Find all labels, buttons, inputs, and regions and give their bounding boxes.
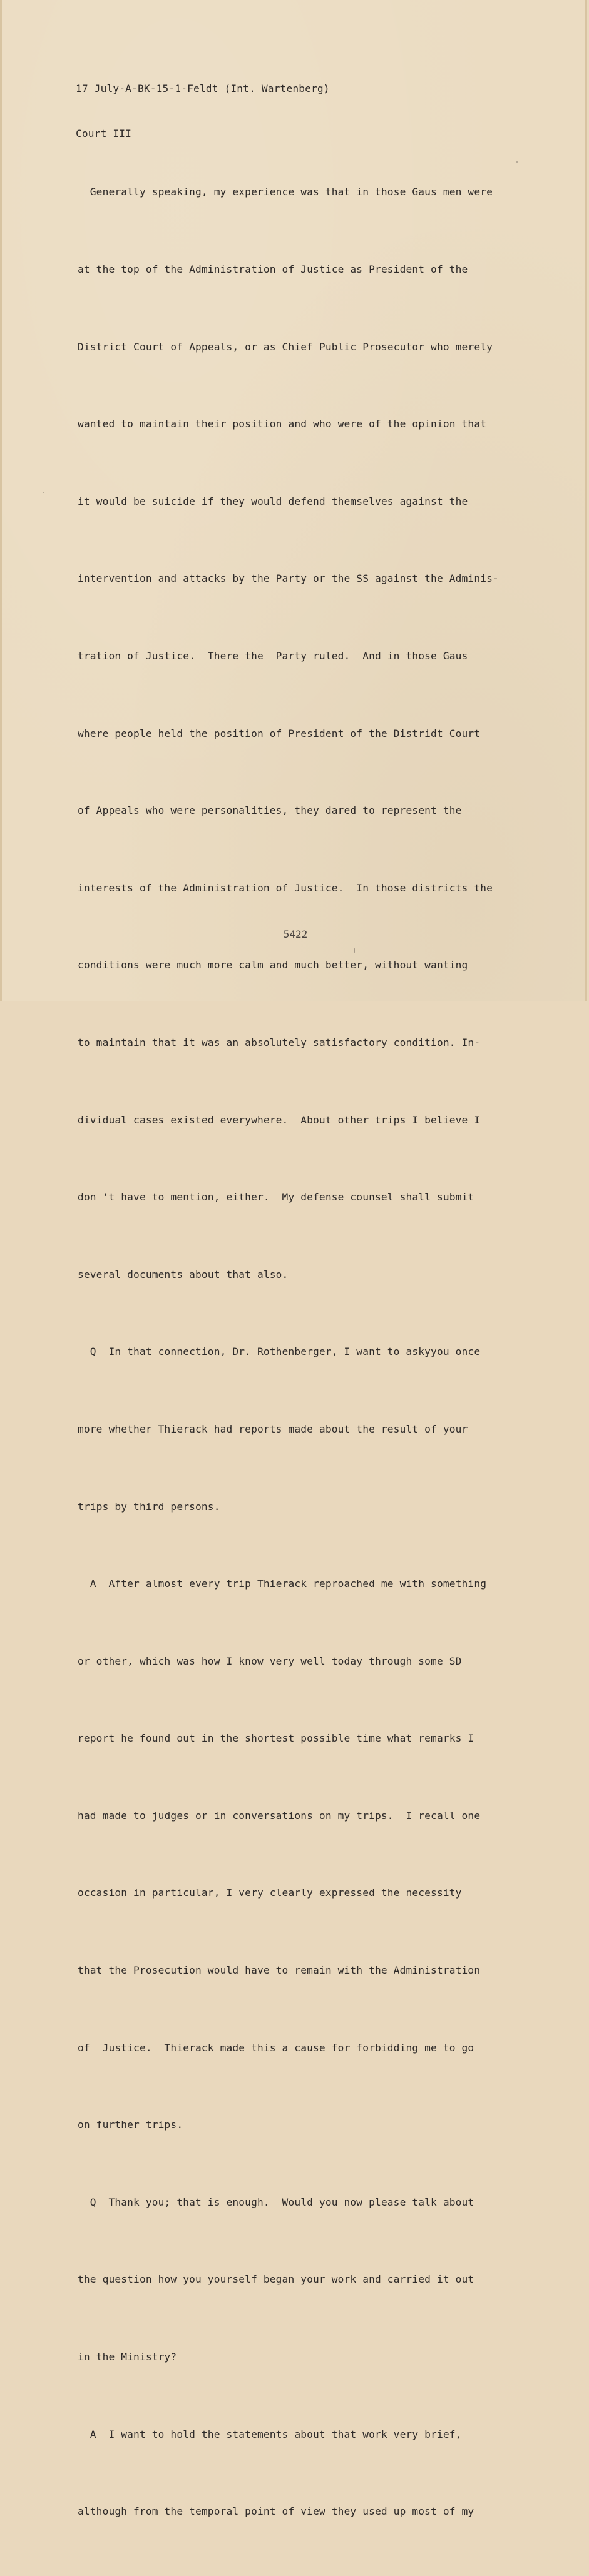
transcript-line: or other, which was how I know very well today through some SD [78, 1655, 462, 1667]
transcript-line: A After almost every trip Thierack reproached me with something [78, 1578, 487, 1590]
transcript-line: of Appeals who were personalities, they dared to represent the [78, 804, 462, 817]
transcript-line: Q Thank you; that is enough. Would you now please talk about [78, 2196, 474, 2208]
transcript-line: that the Prosecution would have to remain with the Administration [78, 1964, 481, 1977]
transcript-line: report he found out in the shortest possible time what remarks I [78, 1732, 474, 1745]
transcript-line: wanted to maintain their position and who were of the opinion that [78, 418, 487, 430]
transcript-line: Generally speaking, my experience was that in those Gaus men were [78, 186, 493, 198]
paper-speck [516, 161, 518, 163]
page-number: 5422 [283, 928, 308, 940]
paper-speck [43, 492, 44, 493]
paper-speck [354, 948, 355, 953]
court-designation: Court III [76, 128, 132, 139]
transcript-line: occasion in particular, I very clearly expressed the necessity [78, 1887, 462, 1899]
transcript-line: it would be suicide if they would defend themselves against the [78, 495, 468, 507]
transcript-line: had made to judges or in conversations on my trips. I recall one [78, 1809, 481, 1822]
transcript-line: although from the temporal point of view they used up most of my [78, 2505, 474, 2518]
transcript-line: where people held the position of President of the Distridt Court [78, 727, 481, 739]
transcript-line: more whether Thierack had reports made about the result of your [78, 1422, 468, 1435]
case-reference: 17 July-A-BK-15-1-Feldt (Int. Wartenberg) [76, 83, 330, 94]
transcript-line: of Justice. Thierack made this a cause for forbidding me to go [78, 2041, 474, 2054]
transcript-line: the question how you yourself began your work and carried it out [78, 2273, 474, 2286]
transcript-line: dividual cases existed everywhere. About other trips I believe I [78, 1113, 481, 1126]
transcript-line: A I want to hold the statements about that work very brief, [78, 2428, 462, 2440]
transcript-line: District Court of Appeals, or as Chief Public Prosecutor who merely [78, 340, 493, 353]
transcript-line: in the Ministry? [78, 2351, 177, 2363]
transcript-line: at the top of the Administration of Justice as President of the [78, 263, 468, 275]
transcript-line: on further trips. [78, 2119, 183, 2131]
transcript-line: to maintain that it was an absolutely satisfactory condition. In- [78, 1036, 481, 1048]
transcript-line: conditions were much more calm and much better, without wanting [78, 959, 468, 971]
transcript-line: trips by third persons. [78, 1500, 220, 1513]
transcript-line: tration of Justice. There the Party ruled. And in those Gaus [78, 649, 468, 662]
transcript-line: Q In that connection, Dr. Rothenberger, I want to askyyou once [78, 1346, 481, 1358]
transcript-body [78, 128, 499, 2576]
transcript-line: interests of the Administration of Justice. In those districts the [78, 881, 493, 894]
transcript-line: don 't have to mention, either. My defense counsel shall submit [78, 1191, 474, 1204]
transcript-line: intervention and attacks by the Party or the SS against the Adminis- [78, 572, 499, 585]
transcript-line: several documents about that also. [78, 1268, 289, 1280]
